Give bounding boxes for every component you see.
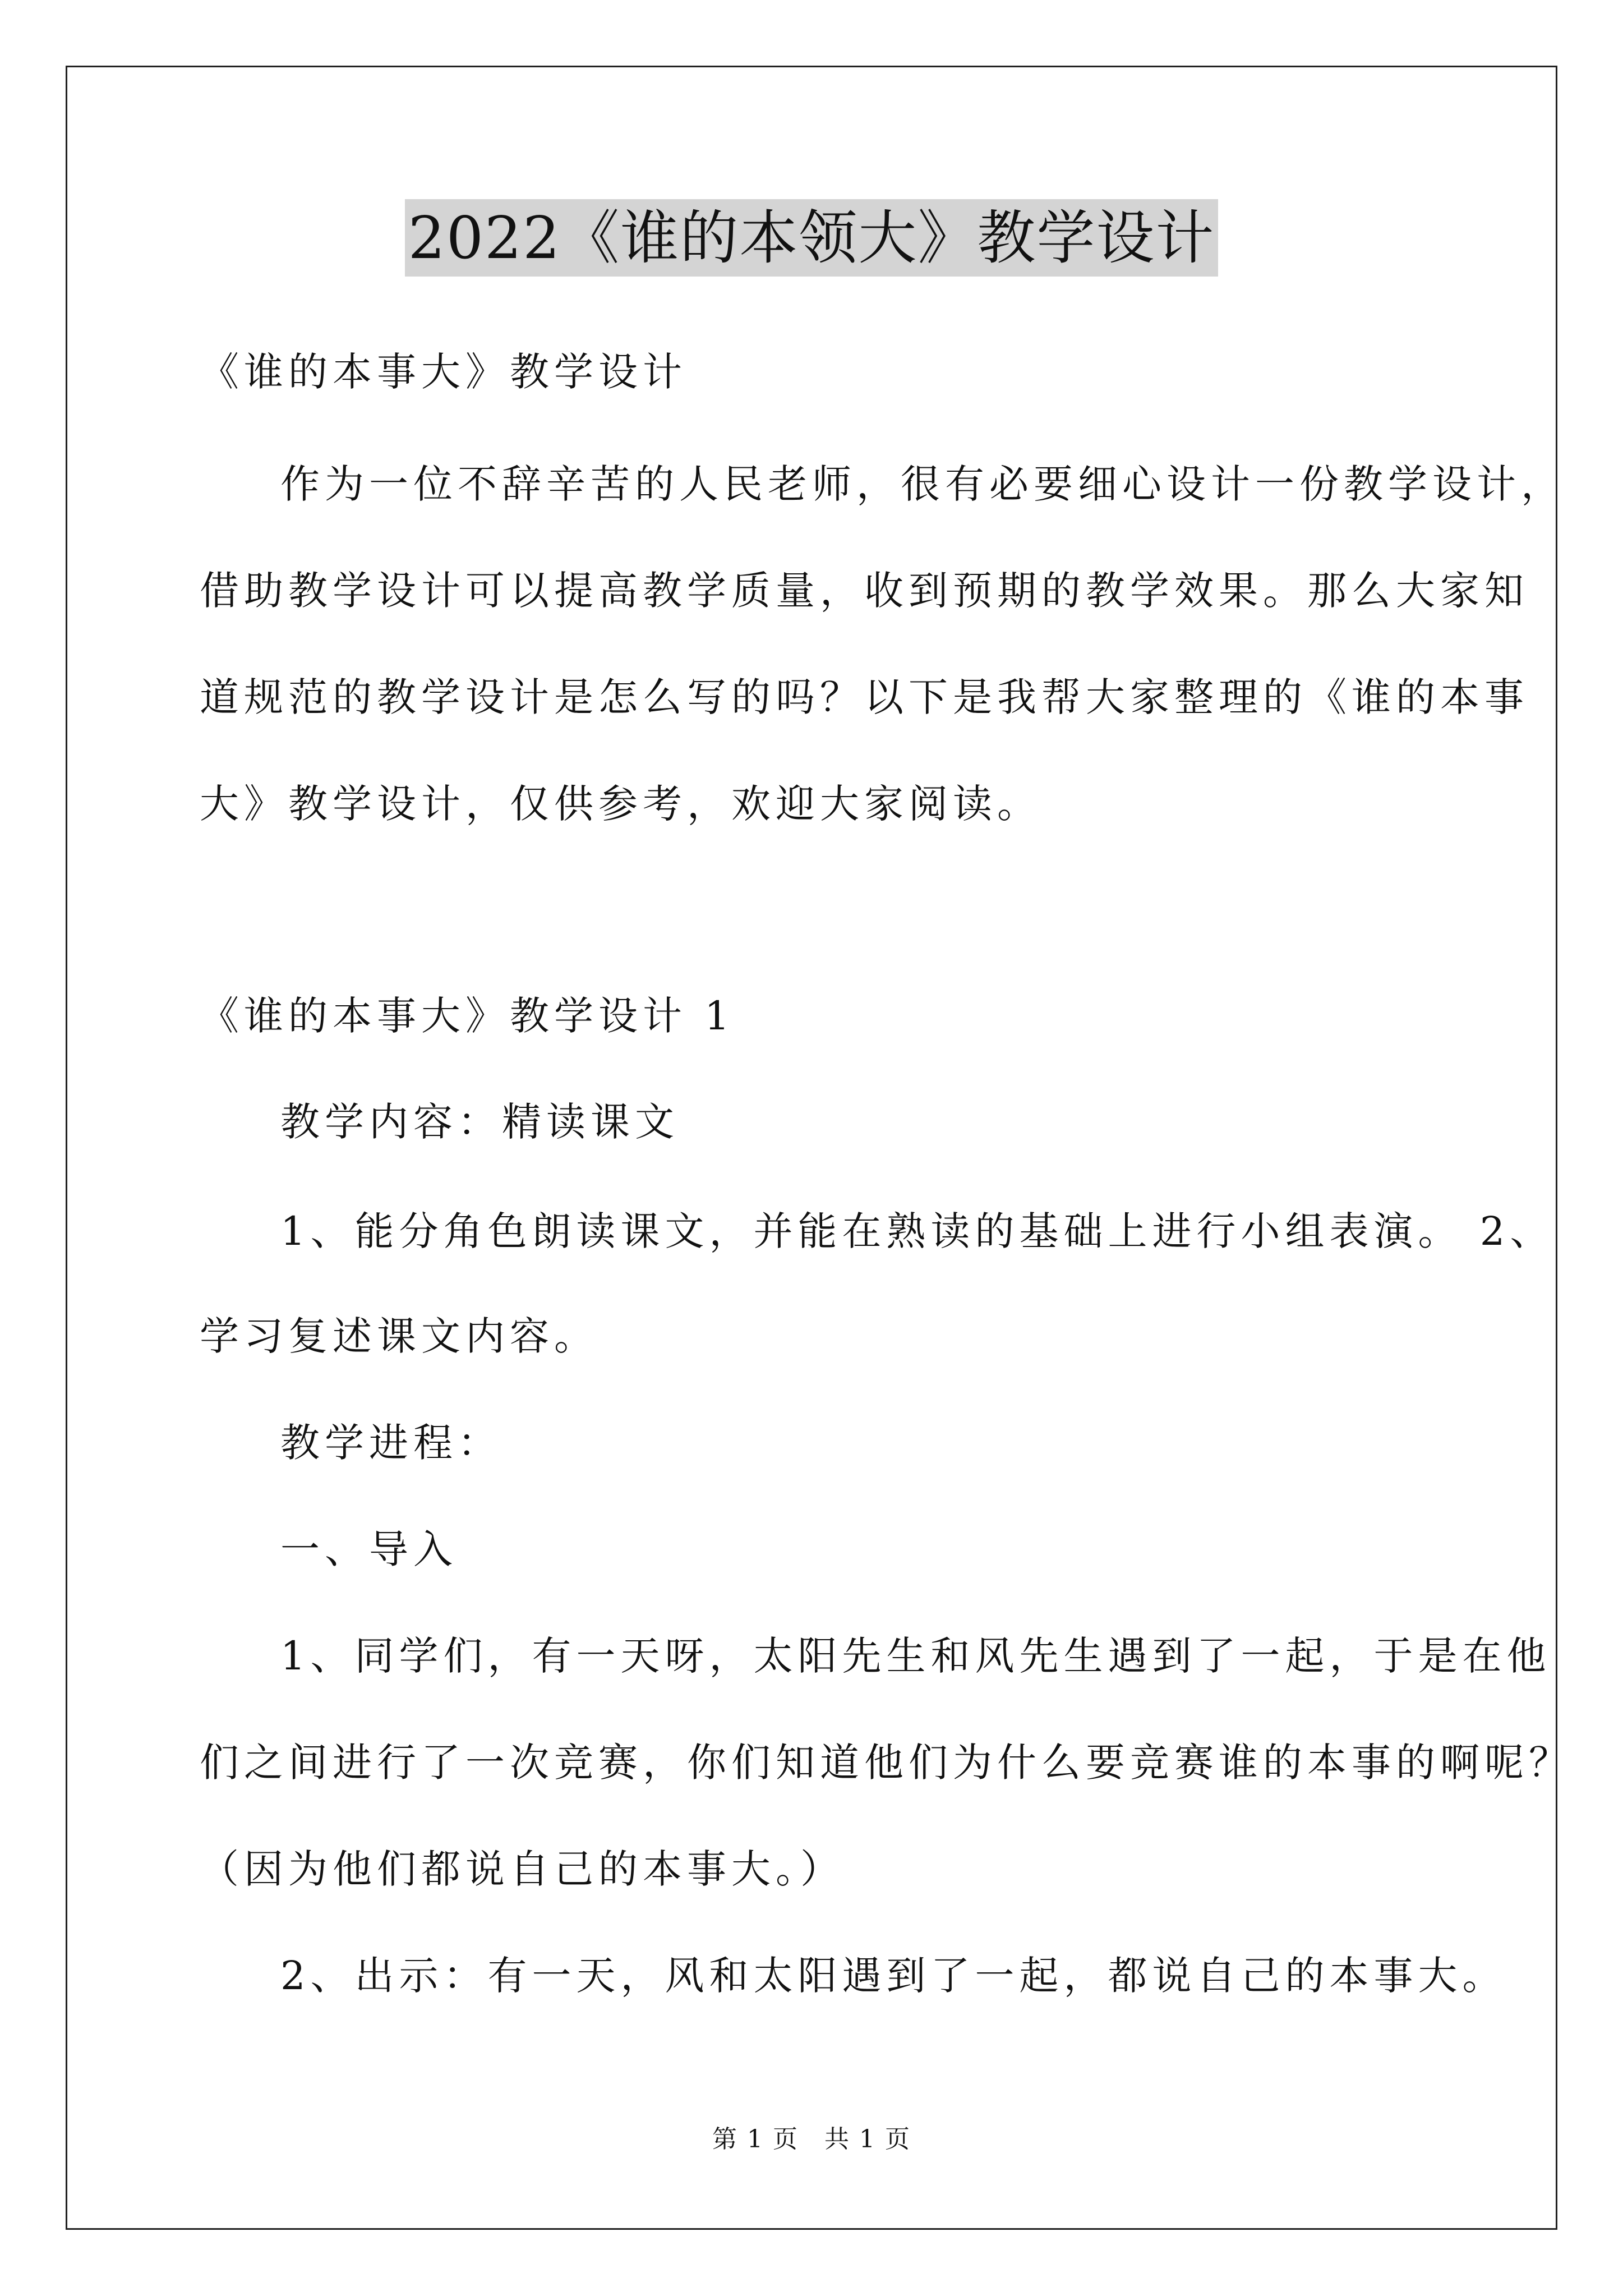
- page-footer: 第 1 页 共 1 页: [712, 2125, 911, 2154]
- subtitle: 《谁的本事大》教学设计: [200, 349, 687, 395]
- body-line-9: 2、出示：有一天，风和太阳遇到了一起，都说自己的本事大。: [280, 1953, 1507, 1999]
- intro-line-4: 大》教学设计，仅供参考，欢迎大家阅读。: [200, 781, 1041, 827]
- body-line-7: 们之间进行了一次竞赛，你们知道他们为什么要竞赛谁的本事的啊呢？: [200, 1740, 1573, 1786]
- intro-line-3: 道规范的教学设计是怎么写的吗？以下是我帮大家整理的《谁的本事: [200, 674, 1529, 720]
- document-title: 2022《谁的本领大》教学设计: [405, 199, 1219, 277]
- body-line-6: 1、同学们，有一天呀，太阳先生和风先生遇到了一起，于是在他: [280, 1633, 1551, 1679]
- body-line-3: 学习复述课文内容。: [200, 1313, 598, 1359]
- intro-line-1: 作为一位不辞辛苦的人民老师，很有必要细心设计一份教学设计，: [280, 461, 1565, 507]
- section-heading: 《谁的本事大》教学设计 1: [200, 993, 735, 1039]
- body-line-2: 1、能分角色朗读课文，并能在熟读的基础上进行小组表演。 2、: [280, 1208, 1555, 1254]
- body-line-8: （因为他们都说自己的本事大。）: [200, 1846, 845, 1892]
- intro-line-2: 借助教学设计可以提高教学质量，收到预期的教学效果。那么大家知: [200, 568, 1529, 614]
- body-line-5: 一、导入: [280, 1526, 458, 1572]
- document-title-block: [0, 199, 1623, 277]
- body-line-4: 教学进程：: [280, 1420, 502, 1466]
- body-line-1: 教学内容：精读课文: [280, 1099, 679, 1145]
